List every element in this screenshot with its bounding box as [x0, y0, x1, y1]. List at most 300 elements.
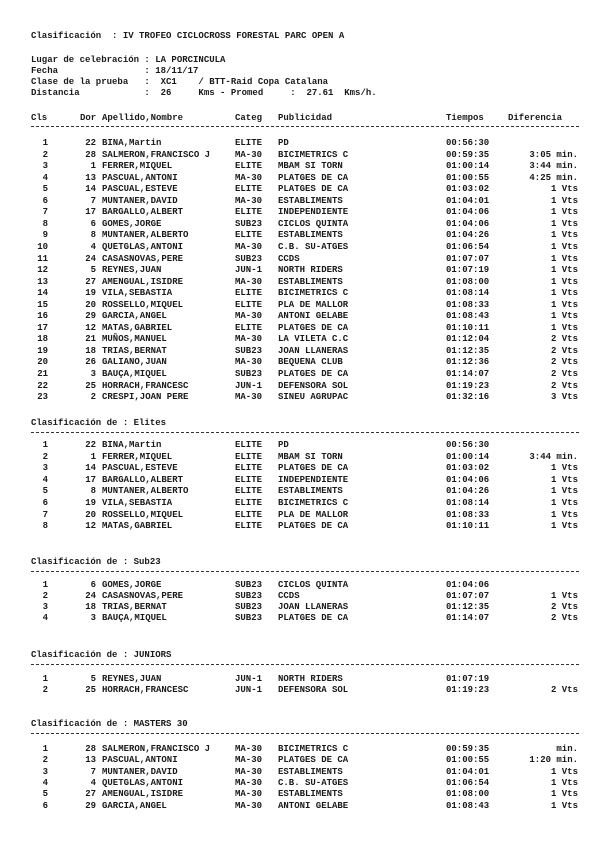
cell-categ: JUN-1 — [235, 685, 263, 695]
cell-cls: 6 — [42, 498, 48, 508]
cell-diferencia: 1 Vts — [550, 311, 578, 321]
cell-publicidad: CCDS — [278, 254, 300, 264]
cell-time: 00:56:30 — [446, 440, 490, 450]
cell-categ: ELITE — [235, 161, 263, 171]
cell-cls: 12 — [37, 265, 48, 275]
cell-publicidad: BICIMETRICS C — [278, 744, 349, 754]
cell-dor: 5 — [90, 265, 96, 275]
cell-dor: 17 — [85, 207, 96, 217]
cell-time: 01:00:55 — [446, 755, 490, 765]
cell-cls: 21 — [37, 369, 48, 379]
cell-time: 01:03:02 — [446, 184, 490, 194]
cell-cls: 8 — [42, 521, 48, 531]
cell-categ: SUB23 — [235, 580, 263, 590]
cell-time: 01:04:26 — [446, 230, 490, 240]
cell-categ: MA-30 — [235, 334, 263, 344]
cell-categ: SUB23 — [235, 602, 263, 612]
section-divider — [31, 571, 579, 572]
cell-dor: 3 — [90, 613, 96, 623]
cell-publicidad: CICLOS QUINTA — [278, 580, 349, 590]
cell-dor: 13 — [85, 755, 96, 765]
cell-categ: SUB23 — [235, 613, 263, 623]
cell-cls: 16 — [37, 311, 48, 321]
cell-name: BARGALLO,ALBERT — [102, 475, 184, 485]
section-divider — [31, 126, 579, 127]
cell-publicidad: C.B. SU-ATGES — [278, 778, 349, 788]
cell-time: 00:59:35 — [446, 744, 490, 754]
cell-time: 01:08:14 — [446, 498, 490, 508]
cell-publicidad: ESTABLIMENTS — [278, 789, 343, 799]
cell-publicidad: NORTH RIDERS — [278, 674, 343, 684]
cell-time: 01:06:54 — [446, 778, 490, 788]
cell-cls: 2 — [42, 755, 48, 765]
cell-time: 00:59:35 — [446, 150, 490, 160]
cell-publicidad: LA VILETA C.C — [278, 334, 349, 344]
cell-dor: 1 — [90, 161, 96, 171]
cell-categ: JUN-1 — [235, 265, 263, 275]
cell-cls: 19 — [37, 346, 48, 356]
cell-categ: MA-30 — [235, 173, 263, 183]
cell-time: 01:00:55 — [446, 173, 490, 183]
cell-cls: 22 — [37, 381, 48, 391]
cell-dor: 12 — [85, 323, 96, 333]
cell-dor: 8 — [90, 486, 96, 496]
cell-cls: 4 — [42, 173, 48, 183]
cell-name: BAUÇA,MIQUEL — [102, 369, 167, 379]
cell-categ: MA-30 — [235, 744, 263, 754]
cell-name: BINA,Martin — [102, 440, 162, 450]
cell-time: 01:32:16 — [446, 392, 490, 402]
cell-time: 01:19:23 — [446, 381, 490, 391]
cell-name: AMENGUAL,ISIDRE — [102, 277, 184, 287]
cell-publicidad: PLATGES DE CA — [278, 323, 349, 333]
cell-dor: 5 — [90, 674, 96, 684]
cell-dor: 14 — [85, 184, 96, 194]
cell-cls: 3 — [42, 463, 48, 473]
cell-publicidad: MBAM SI TORN — [278, 161, 343, 171]
cell-name: PASCUAL,ESTEVE — [102, 184, 178, 194]
cell-dor: 12 — [85, 521, 96, 531]
cell-diferencia: 1 Vts — [550, 288, 578, 298]
cell-publicidad: PLATGES DE CA — [278, 755, 349, 765]
cell-name: CASASNOVAS,PERE — [102, 591, 184, 601]
cell-dor: 25 — [85, 685, 96, 695]
cell-name: SALMERON,FRANCISCO J — [102, 150, 211, 160]
cell-publicidad: ANTONI GELABE — [278, 311, 349, 321]
cell-name: PASCUAL,ANTONI — [102, 755, 178, 765]
cell-cls: 9 — [42, 230, 48, 240]
cell-dor: 1 — [90, 452, 96, 462]
cell-categ: ELITE — [235, 300, 263, 310]
cell-dor: 7 — [90, 196, 96, 206]
cell-time: 01:08:33 — [446, 510, 490, 520]
col-header-name: Apellido,Nombre — [102, 113, 184, 123]
cell-cls: 20 — [37, 357, 48, 367]
cell-dor: 24 — [85, 591, 96, 601]
cell-name: ROSSELLO,MIQUEL — [102, 510, 184, 520]
cell-categ: ELITE — [235, 475, 263, 485]
cell-diferencia: 3:44 min. — [529, 161, 578, 171]
cell-publicidad: BICIMETRICS C — [278, 498, 349, 508]
cell-categ: MA-30 — [235, 392, 263, 402]
cell-dor: 20 — [85, 510, 96, 520]
cell-publicidad: PLA DE MALLOR — [278, 300, 349, 310]
cell-time: 01:04:26 — [446, 486, 490, 496]
cell-categ: MA-30 — [235, 789, 263, 799]
cell-diferencia: 1 Vts — [550, 300, 578, 310]
cell-publicidad: MBAM SI TORN — [278, 452, 343, 462]
cell-diferencia: 2 Vts — [550, 334, 578, 344]
cell-publicidad: ANTONI GELABE — [278, 801, 349, 811]
cell-publicidad: CCDS — [278, 591, 300, 601]
cell-publicidad: BEQUENA CLUB — [278, 357, 343, 367]
cell-diferencia: 1 Vts — [550, 277, 578, 287]
cell-diferencia: 1 Vts — [550, 591, 578, 601]
col-header-tiempos: Tiempos — [446, 113, 484, 123]
cell-time: 01:00:14 — [446, 452, 490, 462]
cell-name: MUNTANER,ALBERTO — [102, 230, 189, 240]
cell-publicidad: ESTABLIMENTS — [278, 767, 343, 777]
cell-dor: 24 — [85, 254, 96, 264]
cell-name: BINA,Martin — [102, 138, 162, 148]
cell-time: 01:12:35 — [446, 346, 490, 356]
cell-diferencia: 2 Vts — [550, 602, 578, 612]
cell-time: 01:19:23 — [446, 685, 490, 695]
cell-publicidad: PLATGES DE CA — [278, 369, 349, 379]
cell-categ: ELITE — [235, 452, 263, 462]
cell-name: ROSSELLO,MIQUEL — [102, 300, 184, 310]
cell-publicidad: ESTABLIMENTS — [278, 277, 343, 287]
cell-cls: 3 — [42, 767, 48, 777]
cell-time: 01:08:43 — [446, 311, 490, 321]
cell-publicidad: JOAN LLANERAS — [278, 602, 349, 612]
cell-publicidad: PLATGES DE CA — [278, 184, 349, 194]
col-header-publicidad: Publicidad — [278, 113, 333, 123]
cell-name: HORRACH,FRANCESC — [102, 381, 189, 391]
cell-dor: 22 — [85, 138, 96, 148]
cell-categ: ELITE — [235, 207, 263, 217]
cell-categ: MA-30 — [235, 778, 263, 788]
cell-diferencia: 1 Vts — [550, 521, 578, 531]
cell-name: SALMERON,FRANCISCO J — [102, 744, 211, 754]
cell-dor: 3 — [90, 369, 96, 379]
cell-diferencia: 4:25 min. — [529, 173, 578, 183]
cell-categ: JUN-1 — [235, 674, 263, 684]
cell-diferencia: 2 Vts — [550, 685, 578, 695]
cell-diferencia: 1 Vts — [550, 254, 578, 264]
cell-publicidad: DEFENSORA SOL — [278, 685, 349, 695]
cell-cls: 1 — [42, 744, 48, 754]
cell-categ: MA-30 — [235, 357, 263, 367]
cell-name: PASCUAL,ESTEVE — [102, 463, 178, 473]
cell-diferencia: 1 Vts — [550, 196, 578, 206]
cell-categ: MA-30 — [235, 767, 263, 777]
cell-name: QUETGLAS,ANTONI — [102, 778, 184, 788]
cell-time: 01:00:14 — [446, 161, 490, 171]
cell-publicidad: PLATGES DE CA — [278, 463, 349, 473]
cell-time: 01:08:14 — [446, 288, 490, 298]
cell-cls: 23 — [37, 392, 48, 402]
cell-name: MATAS,GABRIEL — [102, 521, 173, 531]
cell-cls: 3 — [42, 602, 48, 612]
cell-dor: 25 — [85, 381, 96, 391]
cell-time: 01:04:01 — [446, 767, 490, 777]
cell-name: CRESPI,JOAN PERE — [102, 392, 189, 402]
cell-diferencia: 1 Vts — [550, 207, 578, 217]
cell-time: 01:10:11 — [446, 521, 490, 531]
cell-dor: 4 — [90, 778, 96, 788]
cell-cls: 8 — [42, 219, 48, 229]
cell-dor: 2 — [90, 392, 96, 402]
cell-cls: 6 — [42, 196, 48, 206]
cell-cls: 2 — [42, 150, 48, 160]
cell-time: 01:10:11 — [446, 323, 490, 333]
cell-publicidad: BICIMETRICS C — [278, 288, 349, 298]
cell-name: MUÑOS,MANUEL — [102, 334, 167, 344]
cell-publicidad: ESTABLIMENTS — [278, 196, 343, 206]
cell-dor: 14 — [85, 463, 96, 473]
info-date: Fecha : 18/11/17 — [31, 66, 199, 76]
cell-diferencia: 3:05 min. — [529, 150, 578, 160]
cell-cls: 5 — [42, 486, 48, 496]
cell-diferencia: 1 Vts — [550, 767, 578, 777]
cell-diferencia: 1 Vts — [550, 463, 578, 473]
cell-categ: MA-30 — [235, 150, 263, 160]
cell-categ: ELITE — [235, 440, 263, 450]
cell-diferencia: 1 Vts — [550, 498, 578, 508]
cell-dor: 6 — [90, 219, 96, 229]
cell-time: 01:14:07 — [446, 613, 490, 623]
cell-dor: 17 — [85, 475, 96, 485]
cell-dor: 19 — [85, 288, 96, 298]
section-heading: Clasificación de : MASTERS 30 — [31, 719, 188, 729]
cell-publicidad: C.B. SU-ATGES — [278, 242, 349, 252]
cell-time: 01:06:54 — [446, 242, 490, 252]
section-heading: Clasificación de : Sub23 — [31, 557, 161, 567]
col-header-dor: Dor — [80, 113, 97, 123]
cell-diferencia: 1 Vts — [550, 778, 578, 788]
cell-cls: 14 — [37, 288, 48, 298]
cell-dor: 28 — [85, 150, 96, 160]
cell-categ: ELITE — [235, 498, 263, 508]
cell-cls: 13 — [37, 277, 48, 287]
cell-publicidad: CICLOS QUINTA — [278, 219, 349, 229]
col-header-cls: Cls — [31, 113, 48, 123]
cell-diferencia: 3:44 min. — [529, 452, 578, 462]
cell-diferencia: 2 Vts — [550, 346, 578, 356]
cell-time: 01:04:06 — [446, 580, 490, 590]
cell-name: CASASNOVAS,PERE — [102, 254, 184, 264]
cell-categ: ELITE — [235, 463, 263, 473]
cell-dor: 18 — [85, 346, 96, 356]
cell-dor: 22 — [85, 440, 96, 450]
cell-dor: 6 — [90, 580, 96, 590]
cell-diferencia: 1 Vts — [550, 323, 578, 333]
cell-cls: 4 — [42, 778, 48, 788]
cell-publicidad: NORTH RIDERS — [278, 265, 343, 275]
cell-name: PASCUAL,ANTONI — [102, 173, 178, 183]
cell-diferencia: 2 Vts — [550, 613, 578, 623]
cell-publicidad: JOAN LLANERAS — [278, 346, 349, 356]
cell-publicidad: SINEU AGRUPAC — [278, 392, 349, 402]
section-divider — [31, 432, 579, 433]
cell-cls: 15 — [37, 300, 48, 310]
cell-publicidad: PLATGES DE CA — [278, 173, 349, 183]
cell-name: REYNES,JUAN — [102, 674, 162, 684]
cell-diferencia: 1 Vts — [550, 265, 578, 275]
cell-categ: MA-30 — [235, 196, 263, 206]
cell-name: VILA,SEBASTIA — [102, 288, 173, 298]
cell-time: 01:08:00 — [446, 277, 490, 287]
cell-publicidad: PD — [278, 138, 289, 148]
info-distance: Distancia : 26 Kms - Promed : 27.61 Kms/h. — [31, 88, 377, 98]
cell-cls: 5 — [42, 184, 48, 194]
cell-publicidad: PD — [278, 440, 289, 450]
cell-name: MATAS,GABRIEL — [102, 323, 173, 333]
cell-time: 01:14:07 — [446, 369, 490, 379]
cell-dor: 26 — [85, 357, 96, 367]
cell-dor: 20 — [85, 300, 96, 310]
cell-publicidad: ESTABLIMENTS — [278, 230, 343, 240]
cell-dor: 4 — [90, 242, 96, 252]
cell-categ: SUB23 — [235, 369, 263, 379]
cell-time: 01:08:43 — [446, 801, 490, 811]
cell-dor: 27 — [85, 789, 96, 799]
cell-name: BARGALLO,ALBERT — [102, 207, 184, 217]
cell-cls: 5 — [42, 789, 48, 799]
cell-name: REYNES,JUAN — [102, 265, 162, 275]
cell-categ: MA-30 — [235, 311, 263, 321]
cell-dor: 18 — [85, 602, 96, 612]
col-header-diferencia: Diferencia — [508, 113, 563, 123]
cell-categ: ELITE — [235, 510, 263, 520]
cell-publicidad: PLATGES DE CA — [278, 613, 349, 623]
cell-time: 01:04:01 — [446, 196, 490, 206]
cell-dor: 21 — [85, 334, 96, 344]
cell-dor: 29 — [85, 801, 96, 811]
cell-time: 01:07:19 — [446, 265, 490, 275]
cell-name: TRIAS,BERNAT — [102, 346, 167, 356]
cell-diferencia: 2 Vts — [550, 381, 578, 391]
cell-time: 01:04:06 — [446, 207, 490, 217]
cell-time: 01:03:02 — [446, 463, 490, 473]
cell-time: 01:07:07 — [446, 591, 490, 601]
cell-categ: MA-30 — [235, 277, 263, 287]
cell-publicidad: PLATGES DE CA — [278, 521, 349, 531]
cell-diferencia: 1 Vts — [550, 801, 578, 811]
cell-name: MUNTANER,DAVID — [102, 767, 178, 777]
cell-publicidad: INDEPENDIENTE — [278, 207, 349, 217]
cell-publicidad: INDEPENDIENTE — [278, 475, 349, 485]
cell-diferencia: min. — [556, 744, 578, 754]
cell-categ: ELITE — [235, 323, 263, 333]
cell-name: BAUÇA,MIQUEL — [102, 613, 167, 623]
cell-name: VILA,SEBASTIA — [102, 498, 173, 508]
cell-time: 01:07:19 — [446, 674, 490, 684]
cell-cls: 11 — [37, 254, 48, 264]
cell-categ: MA-30 — [235, 801, 263, 811]
section-divider — [31, 733, 579, 734]
cell-dor: 27 — [85, 277, 96, 287]
cell-publicidad: ESTABLIMENTS — [278, 486, 343, 496]
cell-categ: ELITE — [235, 184, 263, 194]
cell-categ: ELITE — [235, 486, 263, 496]
info-race-class: Clase de la prueba : XC1 / BTT-Raid Copa Catalana — [31, 77, 329, 87]
cell-categ: SUB23 — [235, 591, 263, 601]
cell-categ: MA-30 — [235, 755, 263, 765]
cell-name: FERRER,MIQUEL — [102, 161, 173, 171]
cell-publicidad: BICIMETRICS C — [278, 150, 349, 160]
cell-categ: ELITE — [235, 288, 263, 298]
section-heading: Clasificación de : Elites — [31, 418, 167, 428]
cell-cls: 7 — [42, 207, 48, 217]
cell-diferencia: 1 Vts — [550, 486, 578, 496]
cell-name: AMENGUAL,ISIDRE — [102, 789, 184, 799]
cell-cls: 2 — [42, 452, 48, 462]
cell-dor: 28 — [85, 744, 96, 754]
cell-time: 01:12:35 — [446, 602, 490, 612]
cell-cls: 4 — [42, 475, 48, 485]
cell-cls: 4 — [42, 613, 48, 623]
info-venue: Lugar de celebración : LA PORCINCULA — [31, 55, 226, 65]
cell-cls: 7 — [42, 510, 48, 520]
cell-categ: ELITE — [235, 138, 263, 148]
section-divider — [31, 664, 579, 665]
cell-cls: 1 — [42, 138, 48, 148]
cell-publicidad: DEFENSORA SOL — [278, 381, 349, 391]
cell-name: QUETGLAS,ANTONI — [102, 242, 184, 252]
cell-name: GOMES,JORGE — [102, 219, 162, 229]
cell-categ: ELITE — [235, 521, 263, 531]
cell-diferencia: 1 Vts — [550, 475, 578, 485]
cell-name: GARCIA,ANGEL — [102, 311, 167, 321]
page-title: Clasificación : IV TROFEO CICLOCROSS FORESTAL PARC OPEN A — [31, 31, 345, 41]
cell-cls: 10 — [37, 242, 48, 252]
cell-categ: SUB23 — [235, 219, 263, 229]
cell-dor: 7 — [90, 767, 96, 777]
cell-time: 01:12:04 — [446, 334, 490, 344]
cell-name: MUNTANER,DAVID — [102, 196, 178, 206]
cell-time: 01:08:33 — [446, 300, 490, 310]
cell-diferencia: 1 Vts — [550, 242, 578, 252]
cell-categ: SUB23 — [235, 346, 263, 356]
cell-time: 01:12:36 — [446, 357, 490, 367]
cell-name: TRIAS,BERNAT — [102, 602, 167, 612]
cell-time: 00:56:30 — [446, 138, 490, 148]
col-header-categ: Categ — [235, 113, 263, 123]
cell-dor: 8 — [90, 230, 96, 240]
cell-diferencia: 1 Vts — [550, 219, 578, 229]
cell-diferencia: 2 Vts — [550, 357, 578, 367]
cell-name: GARCIA,ANGEL — [102, 801, 167, 811]
cell-diferencia: 1 Vts — [550, 789, 578, 799]
cell-time: 01:04:06 — [446, 475, 490, 485]
cell-name: HORRACH,FRANCESC — [102, 685, 189, 695]
cell-dor: 19 — [85, 498, 96, 508]
cell-cls: 18 — [37, 334, 48, 344]
cell-diferencia: 3 Vts — [550, 392, 578, 402]
cell-cls: 3 — [42, 161, 48, 171]
cell-categ: ELITE — [235, 230, 263, 240]
cell-name: MUNTANER,ALBERTO — [102, 486, 189, 496]
cell-name: GOMES,JORGE — [102, 580, 162, 590]
cell-diferencia: 1 Vts — [550, 510, 578, 520]
cell-categ: SUB23 — [235, 254, 263, 264]
cell-name: FERRER,MIQUEL — [102, 452, 173, 462]
section-heading: Clasificación de : JUNIORS — [31, 650, 172, 660]
cell-cls: 1 — [42, 580, 48, 590]
cell-diferencia: 1 Vts — [550, 184, 578, 194]
